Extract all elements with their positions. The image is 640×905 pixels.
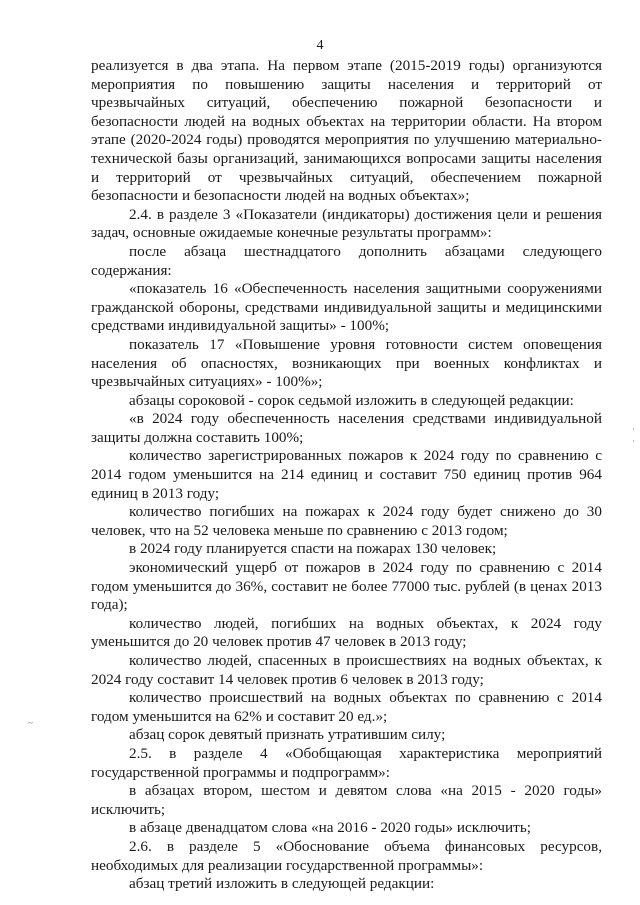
- paragraph-water-deaths: количество людей, погибших на водных объектах, к 2024 году уменьшится до 20 человек против 47 человек в 2013 году;: [91, 614, 602, 651]
- paragraph-indicator-16: «показатель 16 «Обеспеченность населения защитными сооружениями гражданской обороны, средствами индивидуальной защиты и медицинскими средствами индивидуальной защиты» - 100%;: [91, 280, 602, 335]
- paragraph-stages: реализуется в два этапа. На первом этапе (2015-2019 годы) организуются мероприятия по повышению защиты населения и территорий от чрезвычайных ситуаций, обеспечению пожарной безопасности и безопасности людей на водных объектах на территории области. На втором этапе (2020-2024 годы) проводятся мероприятия по улучшению материально-технической базы организаций, занимающихся вопросами защиты населения и территорий от чрезвычайных ситуаций, обеспечением пожарной безопасности и безопасности людей на водных объектах»;: [91, 57, 602, 205]
- paragraph-12-exclude: в абзаце двенадцатом слова «на 2016 - 2020 годы» исключить;: [129, 819, 531, 837]
- paragraph-economic-damage: экономический ущерб от пожаров в 2024 году по сравнению с 2014 годом уменьшится до 36%, составит не более 77000 тыс. рублей (в ценах 2013 года);: [91, 559, 602, 614]
- paragraph-third-new-edition: абзац третий изложить в следующей редакции:: [129, 875, 435, 893]
- paragraph-section-3-heading: 2.4. в разделе 3 «Показатели (индикаторы) достижения цели и решения задач, основные ожидаемые конечные результаты программ»:: [91, 205, 602, 242]
- paragraph-fire-deaths: количество погибших на пожарах к 2024 году будет снижено до 30 человек, что на 52 человека меньше по сравнению с 2013 годом;: [91, 503, 602, 539]
- paragraph-paragraphs-40-47: абзацы сороковой - сорок седьмой изложить в следующей редакции:: [129, 391, 574, 409]
- page-number: 4: [316, 38, 324, 53]
- paragraph-water-incidents: количество происшествий на водных объектах по сравнению с 2014 годом уменьшится на 62% и составит 20 ед.»;: [91, 689, 602, 725]
- paragraph-section-4-heading: 2.5. в разделе 4 «Обобщающая характеристика мероприятий государственной программы и подпрограмм»:: [91, 744, 602, 781]
- scan-edge-mark: ·: [632, 436, 635, 446]
- paragraph-section-5-heading: 2.6. в разделе 5 «Обоснование объема финансовых ресурсов, необходимых для реализации государственной программы»:: [91, 837, 602, 874]
- paragraph-add-after-16: после абзаца шестнадцатого дополнить абзацами следующего содержания:: [91, 242, 602, 279]
- paragraph-indicator-17: показатель 17 «Повышение уровня готовности систем оповещения населения об опасностях, возникающих при военных конфликтах и чрезвычайных ситуациях» - 100%»;: [91, 335, 602, 391]
- paragraph-49-void: абзац сорок девятый признать утратившим силу;: [129, 726, 446, 744]
- scan-edge-mark: ~: [28, 718, 33, 728]
- paragraph-protection-2024: «в 2024 году обеспеченность населения средствами индивидуальной защиты должна составить 100%;: [91, 410, 602, 446]
- paragraph-fire-rescued: в 2024 году планируется спасти на пожарах 130 человек;: [129, 540, 497, 558]
- document-body: [91, 57, 602, 894]
- scan-edge-mark: ·: [632, 424, 635, 434]
- paragraph-fires-count: количество зарегистрированных пожаров к 2024 году по сравнению с 2014 годом уменьшится на 214 единиц и составит 750 единиц против 964 единиц в 2013 году;: [91, 447, 602, 502]
- paragraph-2-6-9-exclude: в абзацах втором, шестом и девятом слова «на 2015 - 2020 годы» исключить;: [91, 782, 602, 818]
- paragraph-water-rescued: количество людей, спасенных в происшествиях на водных объектах, к 2024 году составит 14 человек против 6 человек в 2013 году;: [91, 652, 602, 688]
